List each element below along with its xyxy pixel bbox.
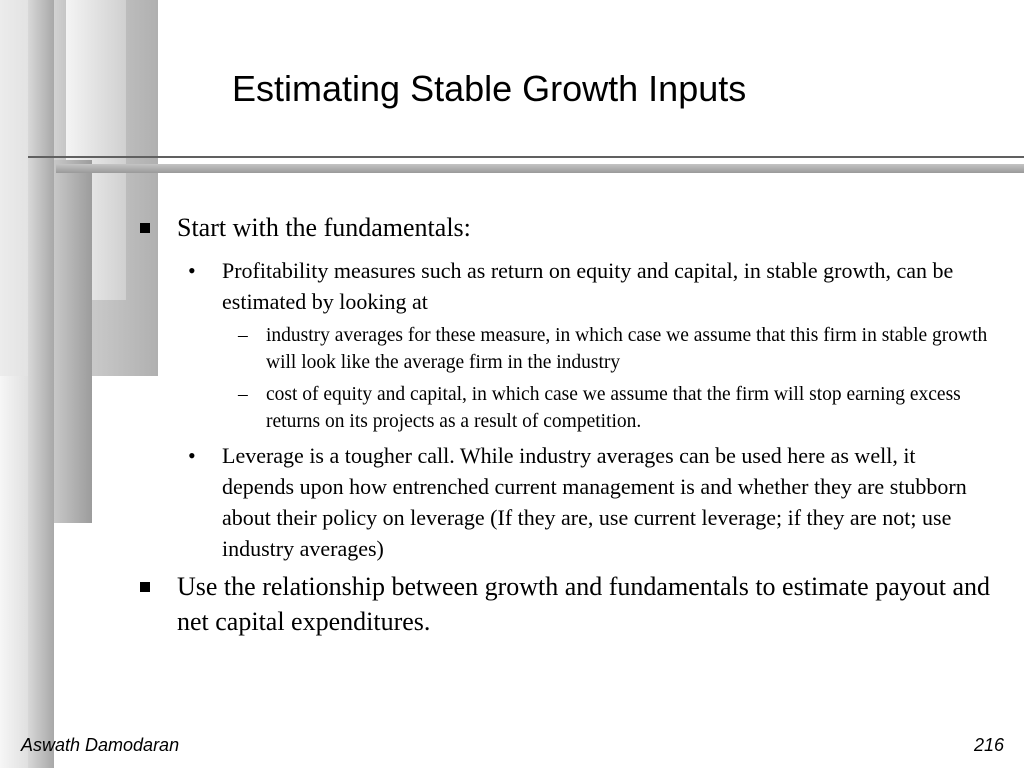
decorative-bar: [48, 160, 92, 523]
bullet-item: [140, 210, 990, 245]
footer-page-number: 216: [973, 735, 1004, 755]
square-bullet-icon: [140, 582, 150, 592]
decorative-bar: [28, 0, 54, 768]
sub-sub-bullet-item: [140, 322, 990, 376]
sub-bullet-text: Leverage is a tougher call. While industry averages can be used here as well, it depends upon how entrenched current management is and whether they are stubborn about their policy on leverage (If they are, use current leverage; if they are not; use industry averages): [222, 443, 967, 561]
sub-bullet-text: Profitability measures such as return on equity and capital, in stable growth, can be estimated by looking at: [222, 258, 954, 314]
square-bullet-icon: [140, 223, 150, 233]
dash-bullet-icon: –: [238, 325, 248, 346]
sub-sub-bullet-text: cost of equity and capital, in which case we assume that the firm will stop earning excess returns on its projects as a result of competition.: [266, 384, 961, 432]
sub-bullet-item: [140, 440, 990, 564]
slide-content: [140, 210, 990, 649]
sub-sub-bullet-item: [140, 381, 990, 435]
dash-bullet-icon: –: [238, 384, 248, 405]
title-divider: [28, 156, 1024, 158]
bullet-item: [140, 569, 990, 639]
title-divider-shadow: [56, 164, 1024, 173]
bullet-text: Use the relationship between growth and fundamentals to estimate payout and net capital expenditures.: [177, 572, 990, 636]
dot-bullet-icon: •: [188, 443, 196, 468]
sub-sub-bullet-text: industry averages for these measure, in which case we assume that this firm in stable growth will look like the average firm in the industry: [266, 325, 988, 373]
sub-bullet-item: [140, 255, 990, 317]
dot-bullet-icon: •: [188, 258, 196, 283]
bullet-text: Start with the fundamentals:: [177, 213, 471, 242]
footer-author: Aswath Damodaran: [21, 735, 180, 755]
slide-title: Estimating Stable Growth Inputs: [232, 68, 747, 109]
